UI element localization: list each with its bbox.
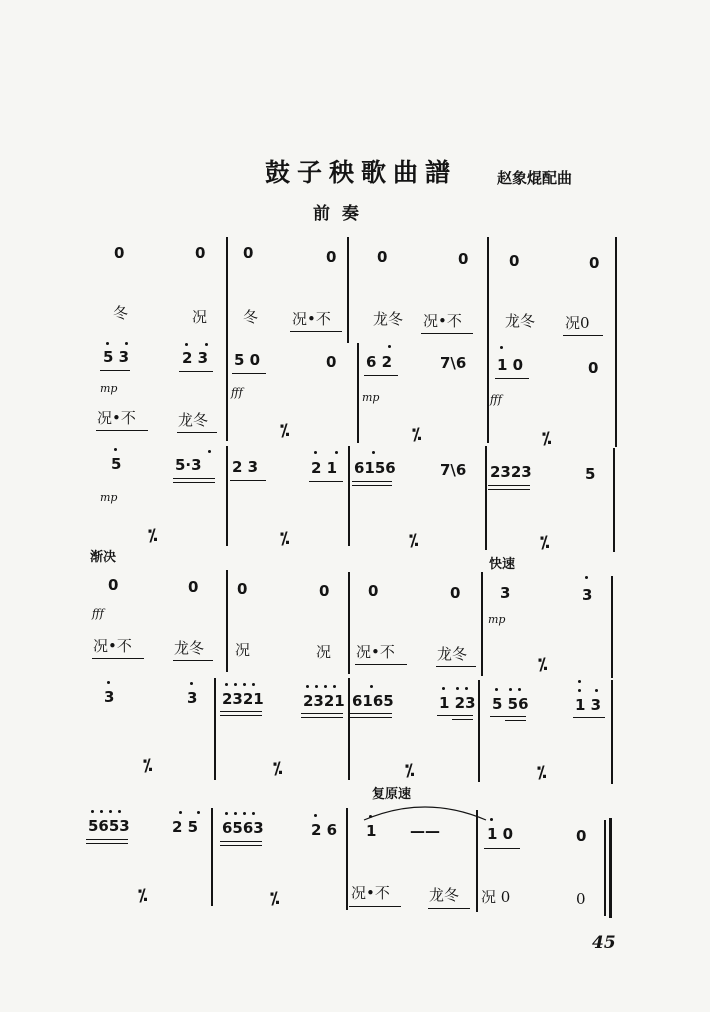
tempo-marking: 渐决 — [90, 550, 117, 565]
octave-dot — [335, 451, 338, 454]
note: 2321 — [303, 692, 345, 710]
beam-underline — [437, 715, 473, 716]
note: 1 23 — [439, 694, 476, 712]
octave-dot — [197, 811, 200, 814]
barline — [615, 237, 617, 343]
octave-dot — [500, 346, 503, 349]
note: 3 — [582, 586, 593, 604]
note: 0 — [195, 244, 206, 262]
octave-dot — [179, 811, 182, 814]
simile-mark: ⁒ — [537, 763, 547, 783]
simile-mark: ⁒ — [148, 526, 158, 546]
note: 2 6 — [311, 821, 338, 839]
percussion-syllable: 龙冬 — [178, 411, 209, 429]
arranger-credit: 赵象焜配曲 — [497, 169, 573, 187]
octave-dot — [388, 345, 391, 348]
barline — [613, 448, 615, 552]
beam-underline — [220, 841, 262, 842]
octave-dot — [315, 685, 318, 688]
note: 0 — [450, 584, 461, 602]
note: 2323 — [490, 463, 532, 481]
beam-underline — [220, 711, 262, 712]
beam-underline — [290, 331, 342, 332]
octave-dot — [465, 687, 468, 690]
dynamic-marking: mp — [100, 382, 118, 395]
beam-underline — [495, 378, 529, 379]
beam-underline — [488, 485, 530, 486]
octave-dot — [106, 342, 109, 345]
note: 1 — [366, 822, 377, 840]
dynamic-marking: mp — [100, 491, 118, 504]
octave-dot — [314, 814, 317, 817]
octave-dot — [234, 812, 237, 815]
percussion-syllable: 龙冬 — [174, 639, 205, 657]
barline — [226, 237, 228, 343]
beam-underline — [86, 839, 128, 840]
tempo-marking: 复原速 — [372, 787, 412, 802]
simile-mark: ⁒ — [280, 529, 290, 549]
octave-dot — [324, 685, 327, 688]
percussion-syllable: 况•不 — [97, 409, 136, 427]
beam-underline — [301, 717, 343, 718]
note: 0 — [243, 244, 254, 262]
note: 0 — [588, 359, 599, 377]
beam-underline — [173, 660, 213, 661]
octave-dot — [495, 688, 498, 691]
beam-underline — [490, 716, 526, 717]
dynamic-marking: mp — [488, 613, 506, 626]
beam-underline — [92, 658, 144, 659]
beam-underline — [173, 478, 215, 479]
note: 6156 — [354, 459, 396, 477]
simile-mark: ⁒ — [542, 429, 552, 449]
octave-dot — [118, 810, 121, 813]
dynamic-marking: fff — [92, 607, 104, 620]
note: 0 — [368, 582, 379, 600]
octave-dot — [185, 343, 188, 346]
beam-underline — [484, 848, 520, 849]
tie-arc — [360, 800, 490, 822]
percussion-syllable: 况 — [235, 641, 251, 659]
octave-dot — [205, 343, 208, 346]
beam-underline — [505, 720, 526, 721]
note: 1 0 — [497, 356, 524, 374]
percussion-syllable: 龙冬 — [373, 310, 404, 328]
octave-dot — [490, 818, 493, 821]
octave-dot — [333, 685, 336, 688]
note: 5 — [585, 465, 596, 483]
barline — [348, 446, 350, 546]
octave-dot — [306, 685, 309, 688]
barline — [211, 808, 213, 906]
simile-mark: ⁒ — [270, 889, 280, 909]
beam-underline — [349, 906, 401, 907]
note: 5 0 — [234, 351, 261, 369]
beam-underline — [421, 333, 473, 334]
beam-underline — [177, 432, 217, 433]
sustain-dash: —— — [410, 822, 440, 840]
barline — [481, 572, 483, 676]
note: 6563 — [222, 819, 264, 837]
note: 7\6 — [440, 354, 467, 372]
percussion-syllable: 冬 — [113, 304, 129, 322]
dynamic-marking: fff — [490, 393, 502, 406]
note: 2321 — [222, 690, 264, 708]
section-heading: 前 奏 — [313, 204, 359, 224]
barline — [348, 678, 350, 780]
octave-dot — [225, 683, 228, 686]
barline — [487, 237, 489, 343]
barline — [611, 576, 613, 678]
percussion-syllable: 况•不 — [93, 637, 132, 655]
simile-mark: ⁒ — [540, 533, 550, 553]
note: 1 0 — [487, 825, 514, 843]
barline — [226, 343, 228, 441]
octave-dot — [91, 810, 94, 813]
barline — [476, 810, 478, 912]
beam-underline — [86, 843, 128, 844]
page-number: 45 — [592, 933, 616, 953]
note: 0 — [188, 578, 199, 596]
percussion-syllable: 况•不 — [292, 310, 331, 328]
percussion-syllable: 况0 — [565, 314, 590, 332]
octave-dot — [208, 450, 211, 453]
simile-mark: ⁒ — [538, 655, 548, 675]
final-barline — [609, 818, 612, 918]
percussion-syllable: 0 — [576, 890, 586, 908]
beam-underline — [364, 375, 398, 376]
simile-mark: ⁒ — [412, 425, 422, 445]
note: 6 2 — [366, 353, 393, 371]
note: 3 — [187, 689, 198, 707]
percussion-syllable: 龙冬 — [505, 312, 536, 330]
beam-underline — [230, 480, 266, 481]
dynamic-marking: fff — [231, 386, 243, 399]
octave-dot — [369, 815, 372, 818]
simile-mark: ⁒ — [409, 531, 419, 551]
octave-dot — [314, 451, 317, 454]
beam-underline — [355, 664, 407, 665]
note: 5 3 — [103, 348, 130, 366]
note: 2 3 — [232, 458, 259, 476]
note: 2 1 — [311, 459, 338, 477]
simile-mark: ⁒ — [138, 886, 148, 906]
note: 3 — [500, 584, 511, 602]
octave-dot — [252, 812, 255, 815]
beam-underline — [352, 481, 392, 482]
simile-mark: ⁒ — [405, 761, 415, 781]
note: 7\6 — [440, 461, 467, 479]
beam-underline — [301, 713, 343, 714]
barline — [226, 570, 228, 672]
octave-dot — [578, 689, 581, 692]
note: 0 — [108, 576, 119, 594]
barline — [487, 343, 489, 443]
percussion-syllable: 冬 — [243, 308, 259, 326]
octave-dot — [243, 683, 246, 686]
note: 0 — [326, 248, 337, 266]
barline — [347, 237, 349, 343]
note: 5·3 — [175, 456, 202, 474]
percussion-syllable: 况•不 — [423, 312, 462, 330]
beam-underline — [436, 666, 476, 667]
octave-dot — [595, 689, 598, 692]
octave-dot — [578, 680, 581, 683]
beam-underline — [232, 373, 266, 374]
barline — [346, 808, 348, 910]
beam-underline — [352, 485, 392, 486]
note: 0 — [458, 250, 469, 268]
percussion-syllable: 况 0 — [481, 888, 511, 906]
barline — [611, 680, 613, 784]
note: 0 — [114, 244, 125, 262]
beam-underline — [179, 371, 213, 372]
final-barline — [604, 820, 606, 916]
octave-dot — [509, 688, 512, 691]
percussion-syllable: 况•不 — [351, 884, 390, 902]
octave-dot — [190, 682, 193, 685]
octave-dot — [100, 810, 103, 813]
note: 2 5 — [172, 818, 199, 836]
simile-mark: ⁒ — [273, 759, 283, 779]
barline — [357, 343, 359, 443]
simile-mark: ⁒ — [280, 421, 290, 441]
note: 0 — [377, 248, 388, 266]
beam-underline — [563, 335, 603, 336]
percussion-syllable: 况•不 — [356, 643, 395, 661]
percussion-syllable: 龙冬 — [429, 886, 460, 904]
beam-underline — [96, 430, 148, 431]
beam-underline — [220, 715, 262, 716]
beam-underline — [350, 717, 392, 718]
beam-underline — [428, 908, 470, 909]
octave-dot — [252, 683, 255, 686]
beam-underline — [220, 845, 262, 846]
beam-underline — [173, 482, 215, 483]
octave-dot — [107, 681, 110, 684]
note: 2 3 — [182, 349, 209, 367]
note: 0 — [576, 827, 587, 845]
octave-dot — [125, 342, 128, 345]
barline — [214, 678, 216, 780]
tempo-marking: 快速 — [489, 557, 516, 572]
percussion-syllable: 况 — [192, 308, 208, 326]
note: 5 — [111, 455, 122, 473]
octave-dot — [234, 683, 237, 686]
octave-dot — [372, 451, 375, 454]
percussion-syllable: 龙冬 — [437, 645, 468, 663]
barline — [485, 446, 487, 550]
octave-dot — [585, 576, 588, 579]
note: 6165 — [352, 692, 394, 710]
barline — [348, 572, 350, 674]
note: 0 — [589, 254, 600, 272]
beam-underline — [452, 719, 473, 720]
simile-mark: ⁒ — [143, 756, 153, 776]
octave-dot — [442, 687, 445, 690]
octave-dot — [114, 448, 117, 451]
octave-dot — [370, 685, 373, 688]
octave-dot — [456, 687, 459, 690]
score-title: 鼓子秧歌曲譜 — [265, 158, 458, 187]
note: 0 — [509, 252, 520, 270]
note: 0 — [237, 580, 248, 598]
octave-dot — [243, 812, 246, 815]
octave-dot — [225, 812, 228, 815]
note: 5653 — [88, 817, 130, 835]
dynamic-marking: mp — [362, 391, 380, 404]
beam-underline — [309, 481, 343, 482]
octave-dot — [518, 688, 521, 691]
beam-underline — [350, 713, 392, 714]
barline — [615, 343, 617, 447]
beam-underline — [488, 489, 530, 490]
note: 0 — [319, 582, 330, 600]
note: 5 56 — [492, 695, 529, 713]
barline — [226, 446, 228, 546]
percussion-syllable: 况 — [316, 643, 332, 661]
beam-underline — [100, 370, 130, 371]
note: 3 — [104, 688, 115, 706]
note: 0 — [326, 353, 337, 371]
octave-dot — [109, 810, 112, 813]
beam-underline — [573, 717, 605, 718]
note: 1 3 — [575, 696, 602, 714]
barline — [478, 680, 480, 782]
